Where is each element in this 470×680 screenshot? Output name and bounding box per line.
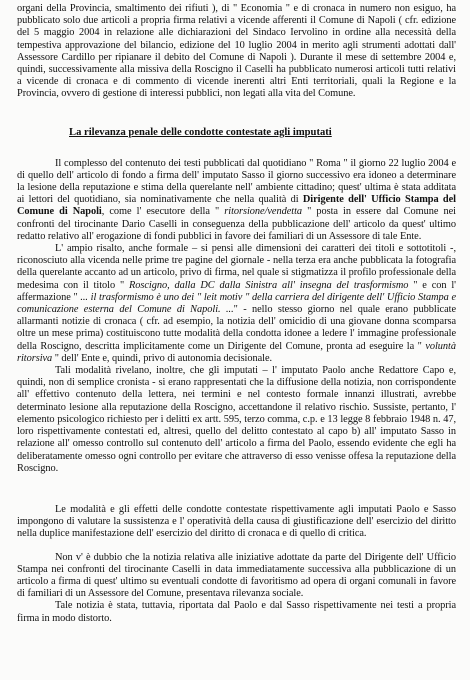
- paragraph-7: Tale notizia è stata, tuttavia, riportata dal Paolo e dal Sasso rispettivamente nei testi a propria firma in modo distorto.: [17, 600, 456, 624]
- paragraph-3-italic-3: voluntà ritorsiva: [17, 340, 456, 364]
- paragraph-2: [17, 158, 456, 243]
- paragraph-2-text-1: Il complesso del contenuto dei testi pubblicati dal quotidiano " Roma " il giorno 22 luglio 2004 e di quello dell' articolo di fondo a firma dell' imputato Sasso il giorno successivo era idoneo a determinare la lesione della reputazione e stima della querelante nell' ambiente cittadino; quest' ultima è stata additata ai lettori del quotidiano, sia nominativamente che nella qualità di: [17, 157, 456, 206]
- paragraph-2-italic-1: ritorsione/vendetta: [224, 206, 303, 218]
- paragraph-1: organi della Provincia, smaltimento dei rifiuti ), di " Economia " e di cronaca in numero non esiguo, ha pubblicato solo due articoli a propria firma relativi a vicende afferenti il Comune di Napoli ( cfr. edizione del 5 maggio 2004 in relazione alle dichiarazioni del Sindaco Iervolino in ordine alla necessità della tempestiva approvazione del bilancio, edizione del 10 luglio 2004 in merito agli strumenti adottati dall' Assessore Cardillo per ripianare il debito del Comune di Napoli ). Durante il mese di settembre 2004 e, quindi, successivamente alla missiva della Roscigno il Caselli ha pubblicato numerosi articoli tutti relativi a vicende di cronaca e di commento di vicende inerenti altri Enti territoriali, quali la Regione e la Provincia, ovvero di gestione di interessi pubblici, non legati alla vita del Comune.: [17, 3, 456, 100]
- paragraph-3-text-1: L' ampio risalto, anche formale – si pensi alle dimensioni dei caratteri dei titoli e sottotitoli -, riconosciuto alla vicenda nelle prime tre pagine del giornale - nella terza era anche pubblicata la fotografia della querelante accanto ad un articolo, privo di firma, nel quale si stigmatizza il profilo professionale della medesima con il titolo ": [17, 243, 456, 291]
- paragraph-3: [17, 243, 456, 365]
- paragraph-2-text-2: , come l' esecutore della ": [101, 206, 225, 218]
- section-heading: La rilevanza penale delle condotte contestate agli imputati: [69, 126, 332, 138]
- paragraph-2-bold-1: Dirigente dell' Ufficio Stampa del Comune di Napoli: [17, 194, 456, 218]
- paragraph-4: Tali modalità rivelano, inoltre, che gli imputati – l' imputato Paolo anche Redattore Capo e, quindi, non di semplice cronista - si erano rappresentati che la diffusione della notizia, non corrispondente all' effettivo contenuto della lettera, nei termini e nel contesto formale innanzi illustrati, avrebbe determinato lesione alla reputazione della Roscigno, accettandone il relativo rischio. Sussiste, pertanto, l' elemento psicologico richiesto per i delitti ex artt. 595, terzo comma, c.p. e 13 legge 8 febbraio 1948 n. 47, loro rispettivamente contestati ed, altresì, quello del delitto contestato al capo b) all' imputato Sasso in relazione all' omesso controllo sul contenuto dell' articolo a firma del Paolo, essendo evidente che egli ha deliberatamente omesso ogni controllo per evitare che attraverso di esso venisse offesa la reputazione della Roscigno.: [17, 365, 456, 474]
- paragraph-3-italic-1: Roscigno, dalla DC dalla Sinistra all' insegna del trasformismo: [128, 279, 409, 291]
- paragraph-3-italic-2: ... il trasformismo è uno dei " leit motiv " della carriera del dirigente dell' Ufficio Stampa e comunicazione esterna del Comune di Napoli. ...: [17, 291, 456, 316]
- paragraph-3-text-3: " - nello stesso giorno nel quale erano pubblicate allarmanti notizie di cronaca ( cfr. ad esempio, la notizia dell' omicidio di una giovane donna scomparsa oltre un mese prima) costituiscono tutte modalità della condotta idonee a ledere l' immagine professionale della Roscigno, descritta implicitamente come un Dirigente del Comune, pronta ad eseguire la ": [17, 304, 456, 352]
- paragraph-2-text-3: " posta in essere dal Comune nei confronti del tirocinante Dario Caselli in conseguenza della pubblicazione dell' articolo da quest' ultimo redatto relativo all' erogazione di fondi pubblici in favore dei familiari di un Assessore di tale Ente.: [17, 206, 456, 242]
- paragraph-5: Le modalità e gli effetti delle condotte contestate rispettivamente agli imputati Paolo e Sasso impongono di valutare la sussistenza e l' operatività della causa di giustificazione dell' esercizio del diritto nella duplice manifestazione dell' esercizio del diritto di cronaca e di quello di critica.: [17, 503, 456, 540]
- paragraph-3-text-4: " dell' Ente e, quindi, privo di autonomia decisionale.: [52, 352, 273, 364]
- paragraph-6: Non v' è dubbio che la notizia relativa alle iniziative adottate da parte del Dirigente dell' Ufficio Stampa nei confronti del tirocinante Caselli in data immediatamente successiva alla pubblicazione di un articolo a firma di quest' ultimo su eventuali condotte di favoritismo ad opera di organi comunali in favore di familiari di un Assessore del Comune, presentava rilevanza sociale.: [17, 551, 456, 600]
- paragraph-3-text-2: " e con l' affermazione ": [17, 279, 456, 303]
